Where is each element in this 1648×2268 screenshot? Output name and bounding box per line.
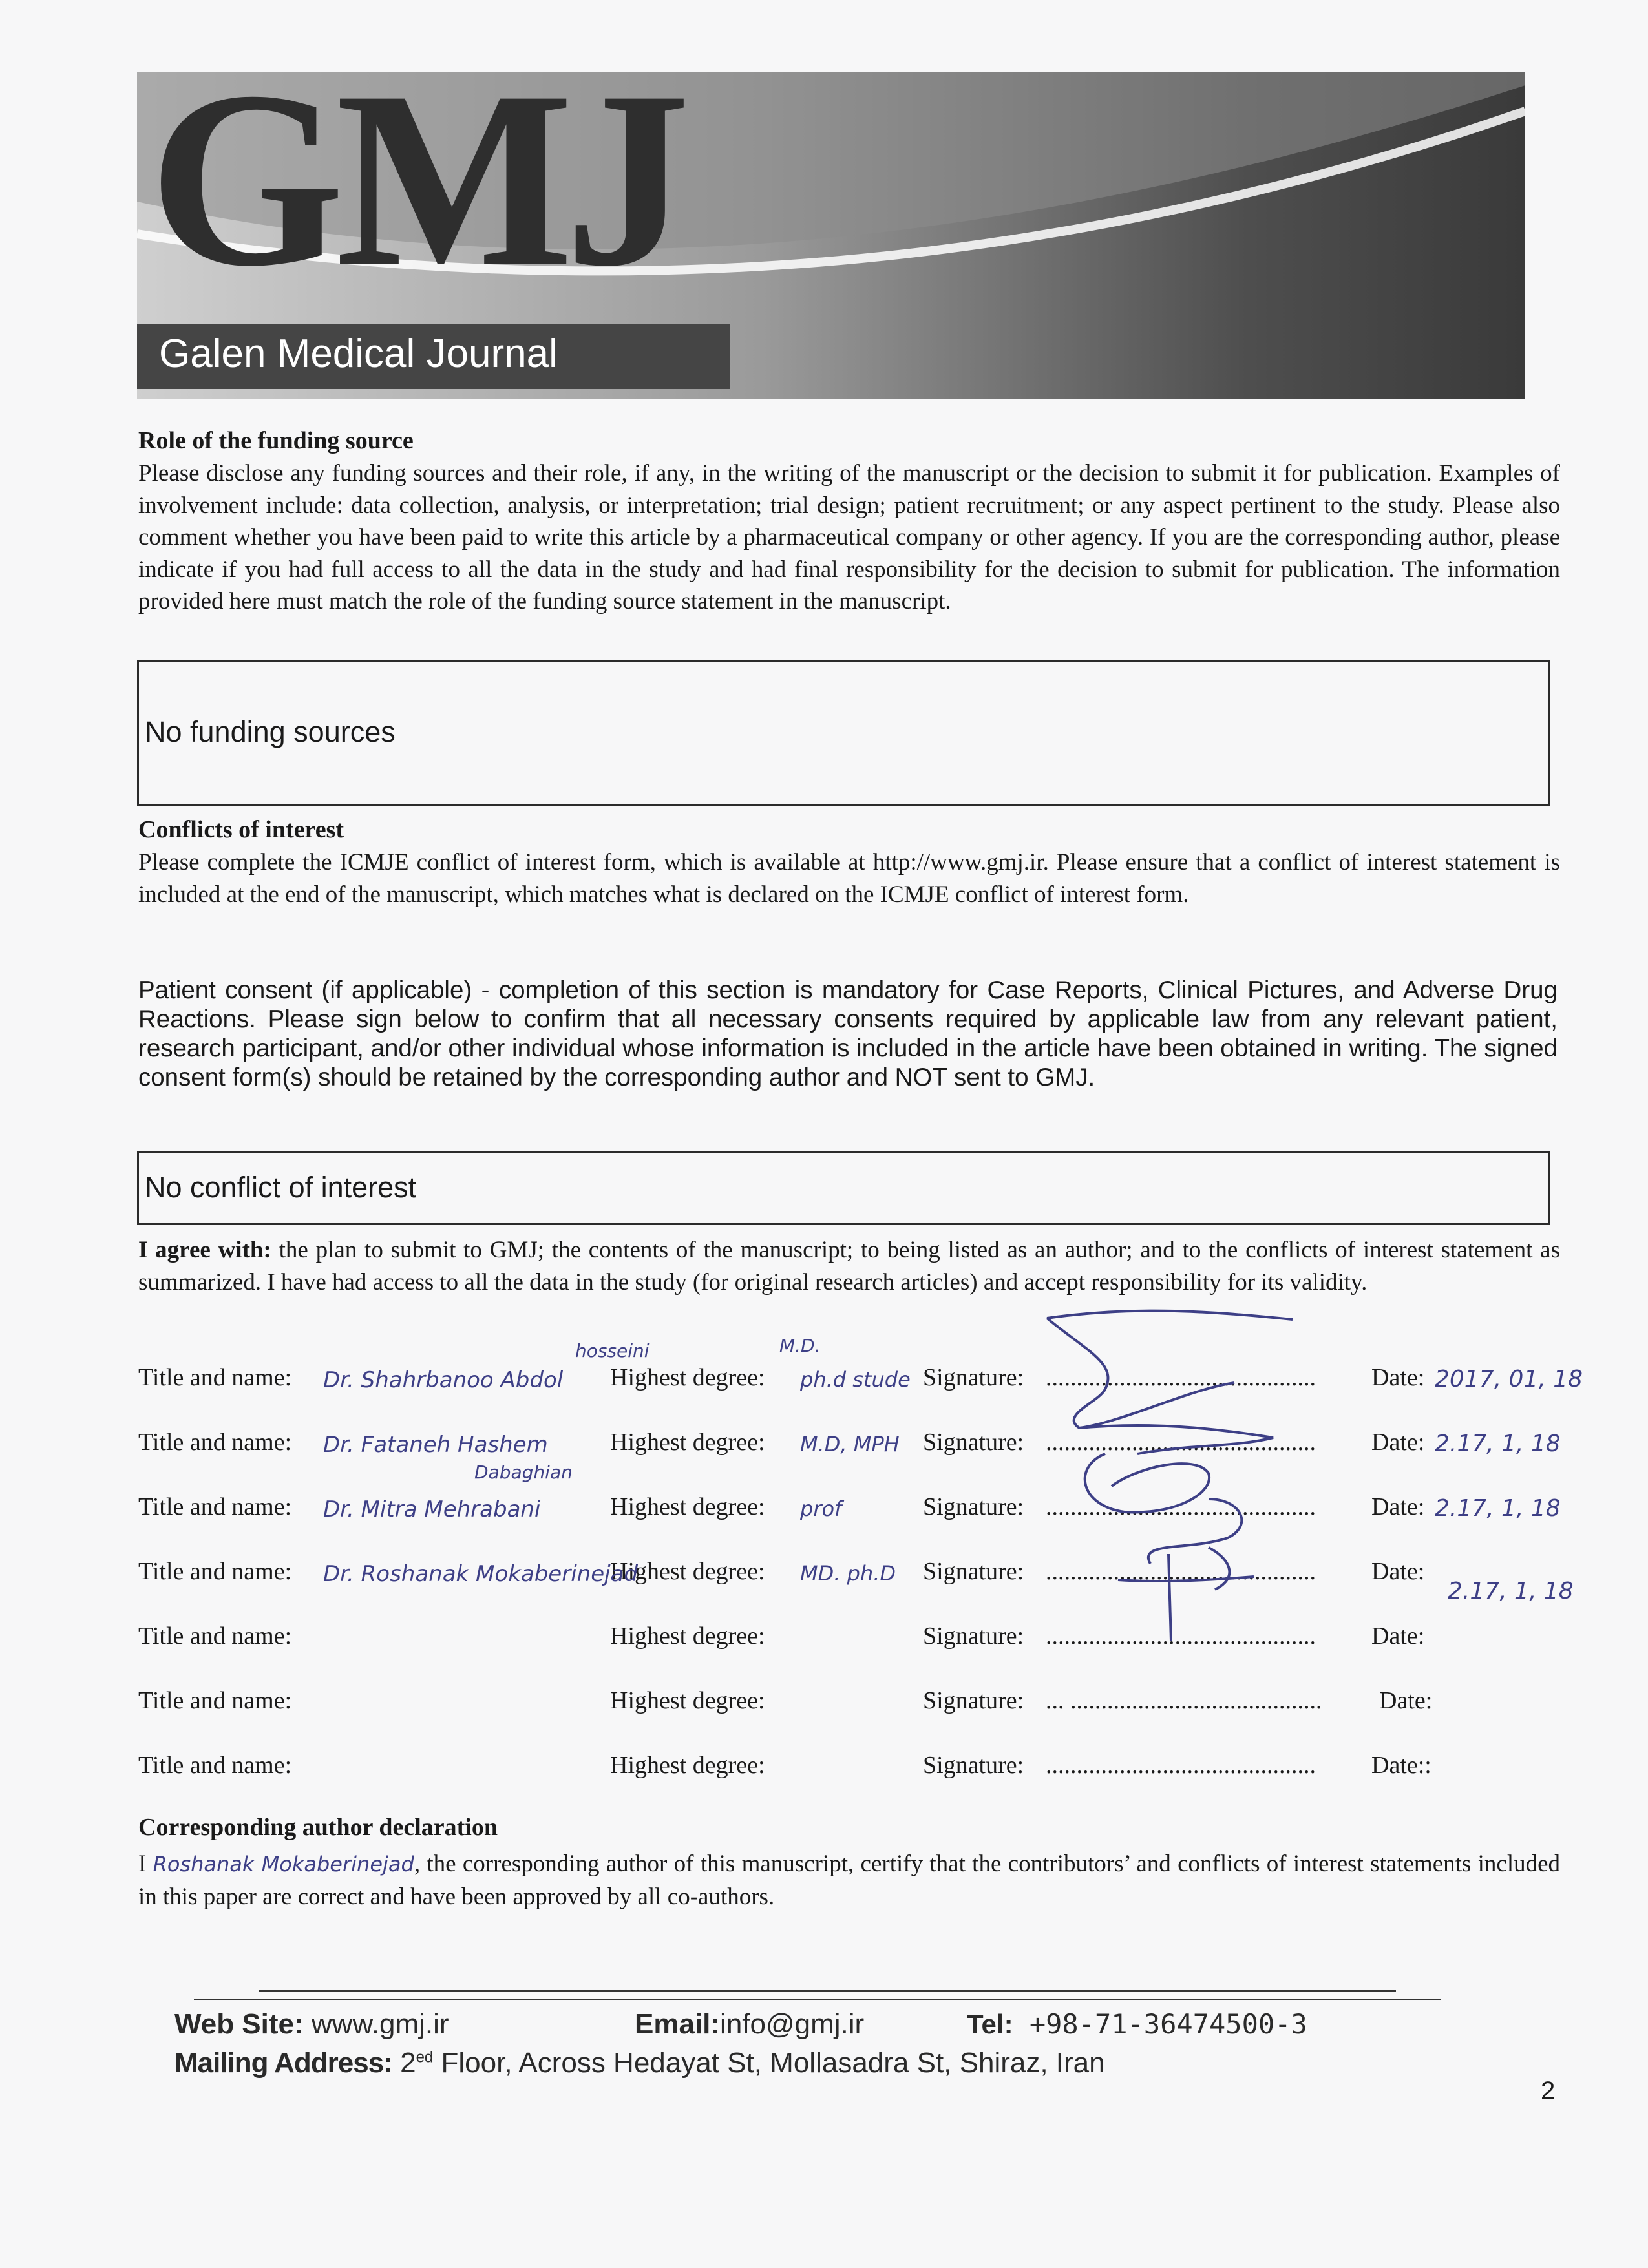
title-name-label: Title and name:	[138, 1687, 292, 1714]
corresponding-name: Roshanak Mokaberinejad	[153, 1852, 414, 1876]
corresponding-body: , the corresponding author of this manuscript, certify that the contributors’ and conflicts of interest statements included in this paper are correct and have been approved by all co-authors.	[138, 1851, 1561, 1910]
highest-degree-label: Highest degree:	[610, 1687, 765, 1714]
author-degree-extra: M.D.	[779, 1335, 821, 1356]
footer-divider-2	[194, 1999, 1441, 2000]
footer-email: Email:info@gmj.ir	[635, 2008, 865, 2040]
footer-tel: Tel: +98-71-36474500-3	[967, 2008, 1307, 2040]
conflicts-heading: Conflicts of interest	[138, 816, 344, 843]
agreement-text	[138, 1234, 1560, 1298]
author-signatures	[1021, 1292, 1383, 1654]
page-number: 2	[1541, 2077, 1556, 2105]
author-name-entry[interactable]: Dr. Fataneh Hashem	[323, 1432, 548, 1458]
signature-label: Signature:	[923, 1364, 1024, 1391]
signature-label: Signature:	[923, 1622, 1024, 1650]
author-degree-entry[interactable]: ph.d stude	[800, 1367, 911, 1392]
author-name-entry[interactable]: Dr. Roshanak Mokaberinejad	[323, 1561, 638, 1587]
author-degree-entry[interactable]: M.D, MPH	[800, 1432, 900, 1456]
journal-logo: GMJ	[149, 72, 682, 319]
footer-divider	[259, 1990, 1396, 1992]
conflicts-body: Please complete the ICMJE conflict of interest form, which is available at http://www.gmj.ir. Please ensure that a conflict of interest statement is included at the end of the manuscript, which matches what is declared on the ICMJE conflict of interest form.	[138, 849, 1560, 908]
highest-degree-label: Highest degree:	[610, 1752, 765, 1779]
date-label: Date:	[1371, 1493, 1425, 1520]
highest-degree-label: Highest degree:	[610, 1429, 765, 1456]
signature-label: Signature:	[923, 1493, 1024, 1520]
author-date-entry[interactable]: 2.17, 1, 18	[1435, 1431, 1561, 1457]
date-label: Date::	[1371, 1752, 1431, 1779]
author-name-entry[interactable]: Dr. Mitra Mehrabani	[323, 1496, 541, 1522]
corresponding-text	[138, 1848, 1560, 1913]
conflict-answer: No conflict of interest	[145, 1171, 417, 1204]
date-label: Date:	[1371, 1429, 1425, 1456]
corresponding-heading: Corresponding author declaration	[138, 1814, 498, 1841]
author-name-extra: Dabaghian	[474, 1462, 573, 1483]
author-date-entry[interactable]: 2.17, 1, 18	[1448, 1578, 1574, 1604]
signature-line: ... .........................................	[1046, 1687, 1322, 1714]
author-name-extra: hosseini	[575, 1340, 650, 1361]
website-link[interactable]: www.gmj.ir	[311, 2008, 449, 2040]
author-date-entry[interactable]: 2.17, 1, 18	[1435, 1495, 1561, 1522]
date-label: Date:	[1371, 1364, 1425, 1391]
signature-line: ............................................	[1046, 1622, 1316, 1650]
footer-website: Web Site: www.gmj.ir	[174, 2008, 449, 2040]
agreement-lead: I agree with:	[138, 1237, 271, 1263]
funding-heading: Role of the funding source	[138, 427, 414, 454]
date-label: Date:	[1379, 1687, 1433, 1714]
footer-address: Mailing Address: $2^{ed}$ Floor, Across Hedayat St, Mollasadra St, Shiraz, Iran	[174, 2047, 1105, 2079]
title-name-label: Title and name:	[138, 1364, 292, 1391]
title-name-label: Title and name:	[138, 1493, 292, 1520]
agreement-body: the plan to submit to GMJ; the contents of the manuscript; to being listed as an author; and to the conflicts of interest statement as summarized. I have had access to all the data in the study (for original research articles) and accept responsibility for its validity.	[138, 1237, 1561, 1296]
signature-line: ............................................	[1046, 1364, 1316, 1391]
signature-line: ............................................	[1046, 1429, 1316, 1456]
signature-label: Signature:	[923, 1687, 1024, 1714]
journal-name: Galen Medical Journal	[159, 331, 558, 376]
signature-label: Signature:	[923, 1558, 1024, 1585]
author-degree-entry[interactable]: MD. ph.D	[800, 1561, 896, 1586]
author-degree-entry[interactable]: prof	[800, 1496, 842, 1521]
signature-line: ............................................	[1046, 1752, 1316, 1779]
title-name-label: Title and name:	[138, 1429, 292, 1456]
signature-line: ............................................	[1046, 1558, 1316, 1585]
date-label: Date:	[1371, 1622, 1425, 1650]
highest-degree-label: Highest degree:	[610, 1558, 765, 1585]
author-name-entry[interactable]: Dr. Shahrbanoo Abdol	[323, 1367, 564, 1393]
signature-label: Signature:	[923, 1752, 1024, 1779]
highest-degree-label: Highest degree:	[610, 1493, 765, 1520]
title-name-label: Title and name:	[138, 1622, 292, 1650]
email-link[interactable]: info@gmj.ir	[720, 2008, 865, 2040]
signature-line: ............................................	[1046, 1493, 1316, 1520]
signature-label: Signature:	[923, 1429, 1024, 1456]
funding-body: Please disclose any funding sources and their role, if any, in the writing of the manuscript or the decision to submit it for publication. Examples of involvement include: data collection, analysis, or interpretation; trial design; patient recruitment; or any aspect pertinent to the study. Please also comment whether you have been paid to write this article by a pharmaceutical company or other agency. If you are the corresponding author, please indicate if you had full access to all the data in the study and had final responsibility for the decision to submit for publication. The information provided here must match the role of the funding source statement in the manuscript.	[138, 460, 1560, 614]
highest-degree-label: Highest degree:	[610, 1364, 765, 1391]
journal-banner	[137, 72, 1525, 399]
highest-degree-label: Highest degree:	[610, 1622, 765, 1650]
title-name-label: Title and name:	[138, 1558, 292, 1585]
author-date-entry[interactable]: 2017, 01, 18	[1435, 1366, 1583, 1392]
patient-consent-text: Patient consent (if applicable) - completion of this section is mandatory for Case Reports, Clinical Pictures, and Adverse Drug Reactions. Please sign below to confirm that all necessary consents required by applicable law from any relevant patient, research participant, and/or other individual whose information is included in the article have been obtained in writing. The signed consent form(s) should be retained by the corresponding author and NOT sent to GMJ.	[138, 976, 1558, 1091]
funding-answer: No funding sources	[145, 715, 396, 748]
corresponding-prefix: I	[138, 1851, 147, 1877]
date-label: Date:	[1371, 1558, 1425, 1585]
title-name-label: Title and name:	[138, 1752, 292, 1779]
